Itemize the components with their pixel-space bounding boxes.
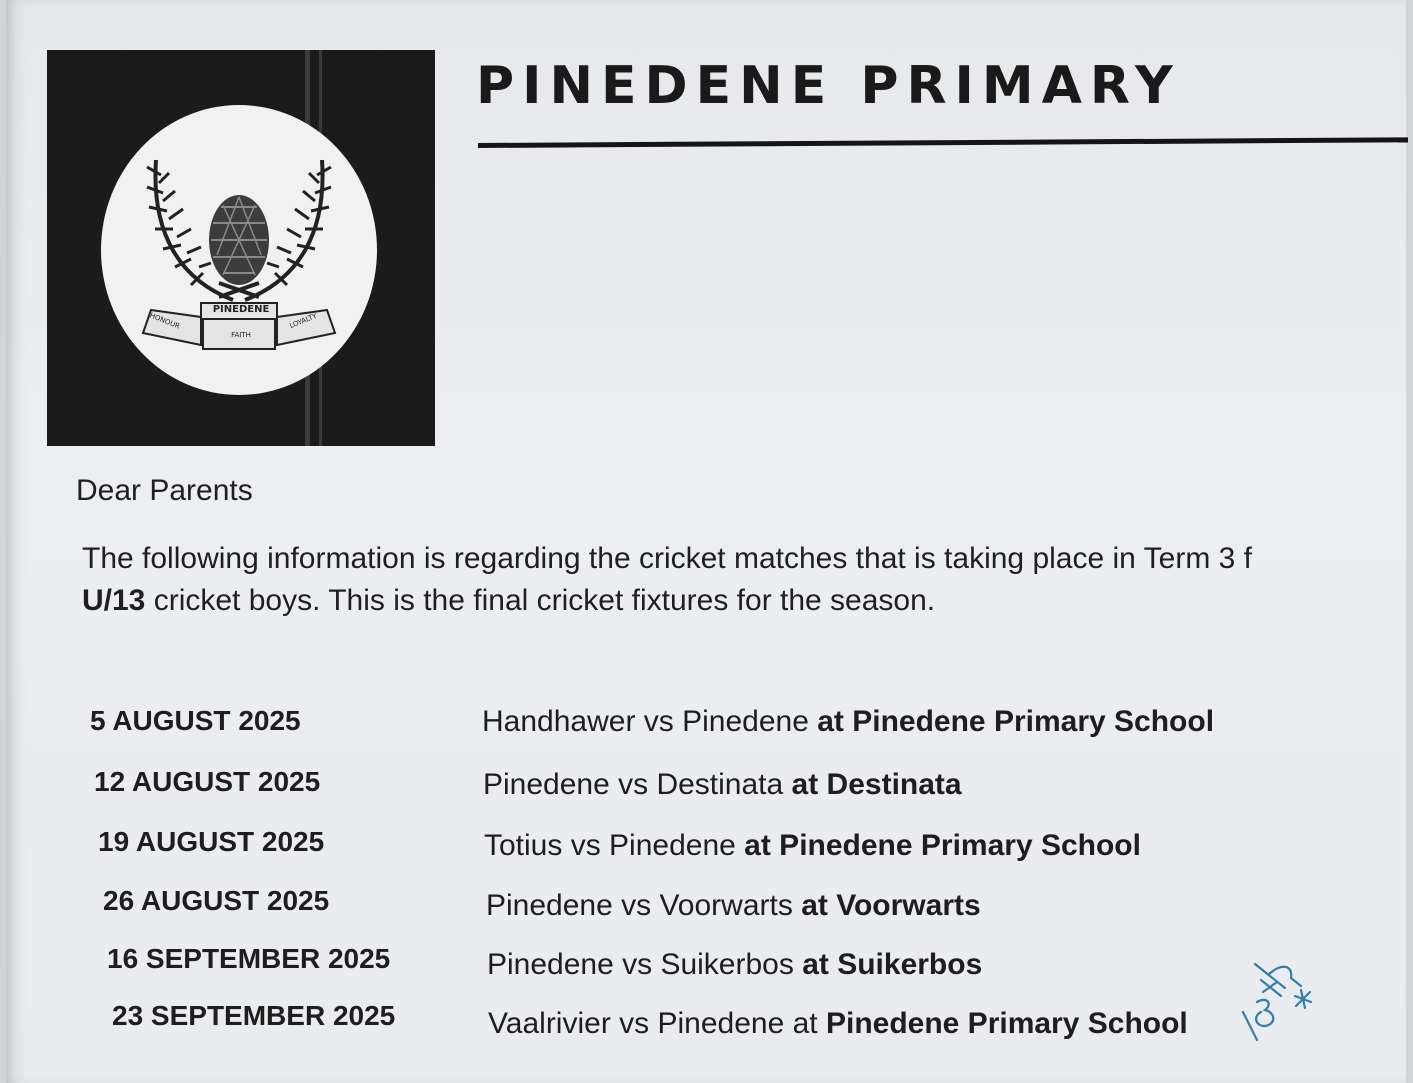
- header-divider: [478, 137, 1408, 148]
- crest-scroll-name: PINEDENE: [212, 304, 270, 315]
- intro-paragraph: [82, 538, 1392, 622]
- fixture-match: [484, 829, 1141, 863]
- fixture-teams: Pinedene vs Voorwarts: [486, 889, 793, 922]
- letter-page: [6, 0, 1406, 1083]
- fixture-date: 26 AUGUST 2025: [103, 885, 330, 916]
- fixture-date: 19 AUGUST 2025: [98, 826, 325, 857]
- fixture-venue: at Suikerbos: [802, 948, 983, 981]
- fixture-match: [487, 948, 982, 982]
- fixture-venue: at Voorwarts: [801, 889, 981, 922]
- fixture-date: 12 AUGUST 2025: [94, 766, 321, 797]
- fixture-date: 16 SEPTEMBER 2025: [107, 943, 391, 974]
- handwritten-note-icon: [1231, 952, 1326, 1047]
- school-name-heading: PINEDENE PRIMARY: [476, 56, 1181, 116]
- fixture-venue: Pinedene Primary School: [825, 1007, 1188, 1040]
- fixture-teams: Handhawer vs Pinedene: [482, 705, 809, 738]
- school-crest-panel: [47, 50, 435, 446]
- crest-motto-left: HONOUR: [148, 311, 181, 331]
- fixture-venue: at Pinedene Primary School: [744, 829, 1141, 862]
- school-crest-logo: [101, 105, 377, 395]
- fixture-match: [488, 1007, 1188, 1041]
- fixture-date: 23 SEPTEMBER 2025: [112, 1000, 396, 1031]
- intro-line-2-text: cricket boys. This is the final cricket fixtures for the season.: [145, 584, 936, 617]
- intro-line-2: [82, 580, 1392, 622]
- fixture-date: 5 AUGUST 2025: [90, 705, 301, 736]
- crest-motto-right: LOYALTY: [288, 311, 319, 331]
- fixture-teams: Vaalrivier vs Pinedene at: [488, 1007, 818, 1040]
- fixture-teams: Pinedene vs Destinata: [483, 768, 784, 801]
- intro-team-name: U/13: [82, 584, 146, 617]
- fixture-teams: Pinedene vs Suikerbos: [487, 948, 794, 981]
- fixture-match: [486, 889, 981, 923]
- fixture-venue: at Pinedene Primary School: [817, 705, 1215, 738]
- crest-motto-center: FAITH: [231, 331, 251, 339]
- fixture-match: [483, 768, 962, 802]
- fixture-teams: Totius vs Pinedene: [484, 829, 736, 862]
- crest-emblem-icon: [101, 105, 377, 395]
- fixture-venue: at Destinata: [791, 768, 962, 801]
- salutation: Dear Parents: [76, 474, 253, 507]
- fixture-match: [482, 705, 1214, 739]
- intro-line-1: The following information is regarding the cricket matches that is taking place in Term 3 f: [82, 542, 1252, 575]
